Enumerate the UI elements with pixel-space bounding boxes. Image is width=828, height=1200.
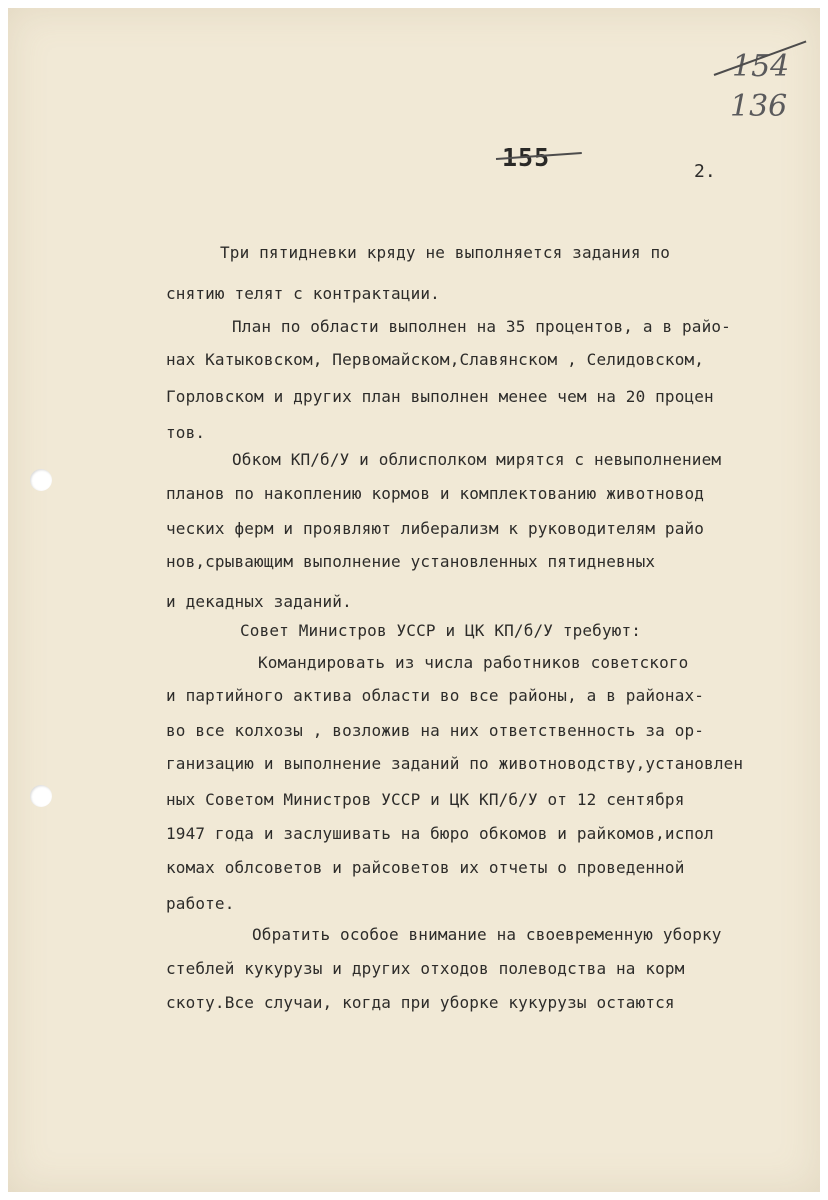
text-line-17: ных Советом Министров УССР и ЦК КП/б/У от 12 сентября [166, 790, 685, 809]
text-line-22: стеблей кукурузы и других отходов полеводства на корм [166, 959, 685, 978]
text-line-8: планов по накоплению кормов и комплектованию животновод [166, 484, 705, 503]
text-line-16: ганизацию и выполнение заданий по животноводству,установлен [166, 754, 744, 773]
text-line-15: во все колхозы , возложив на них ответственность за ор- [166, 721, 705, 740]
punch-hole-upper [30, 469, 52, 491]
text-line-1: Три пятидневки кряду не выполняется задания по [220, 243, 671, 262]
text-line-14: и партийного актива области во все районы, а в районах- [166, 686, 705, 705]
text-line-21: Обратить особое внимание на своевременную уборку [252, 925, 722, 944]
document-page [8, 8, 820, 1192]
text-line-10: нов,срывающим выполнение установленных пятидневных [166, 552, 656, 571]
text-line-3: План по области выполнен на 35 процентов, а в райо- [232, 317, 731, 336]
text-line-13: Командировать из числа работников советского [258, 653, 689, 672]
text-line-20: работе. [166, 894, 235, 913]
handwritten-number-struck: 154 [732, 49, 790, 84]
text-line-9: ческих ферм и проявляют либерализм к руководителям райо [166, 519, 705, 538]
punch-hole-lower [30, 785, 52, 807]
page-number: 2. [694, 161, 716, 182]
text-line-7: Обком КП/б/У и облисполком мирятся с невыполнением [232, 450, 722, 469]
text-line-6: тов. [166, 423, 206, 442]
text-line-23: скоту.Все случаи, когда при уборке кукурузы остаются [166, 993, 675, 1012]
text-line-4: нах Катыковском, Первомайском,Славянском , Селидовском, [166, 350, 705, 369]
text-line-5: Горловском и других план выполнен менее чем на 20 процен [166, 387, 714, 406]
text-line-11: и декадных заданий. [166, 592, 352, 611]
text-line-12: Совет Министров УССР и ЦК КП/б/У требуют: [240, 621, 642, 640]
text-line-18: 1947 года и заслушивать на бюро обкомов и райкомов,испол [166, 824, 714, 843]
text-line-2: снятию телят с контрактации. [166, 284, 440, 303]
handwritten-number: 136 [730, 89, 788, 124]
text-line-19: комах облсоветов и райсоветов их отчеты о проведенной [166, 858, 685, 877]
stamped-folio-number: 155 [502, 143, 551, 172]
